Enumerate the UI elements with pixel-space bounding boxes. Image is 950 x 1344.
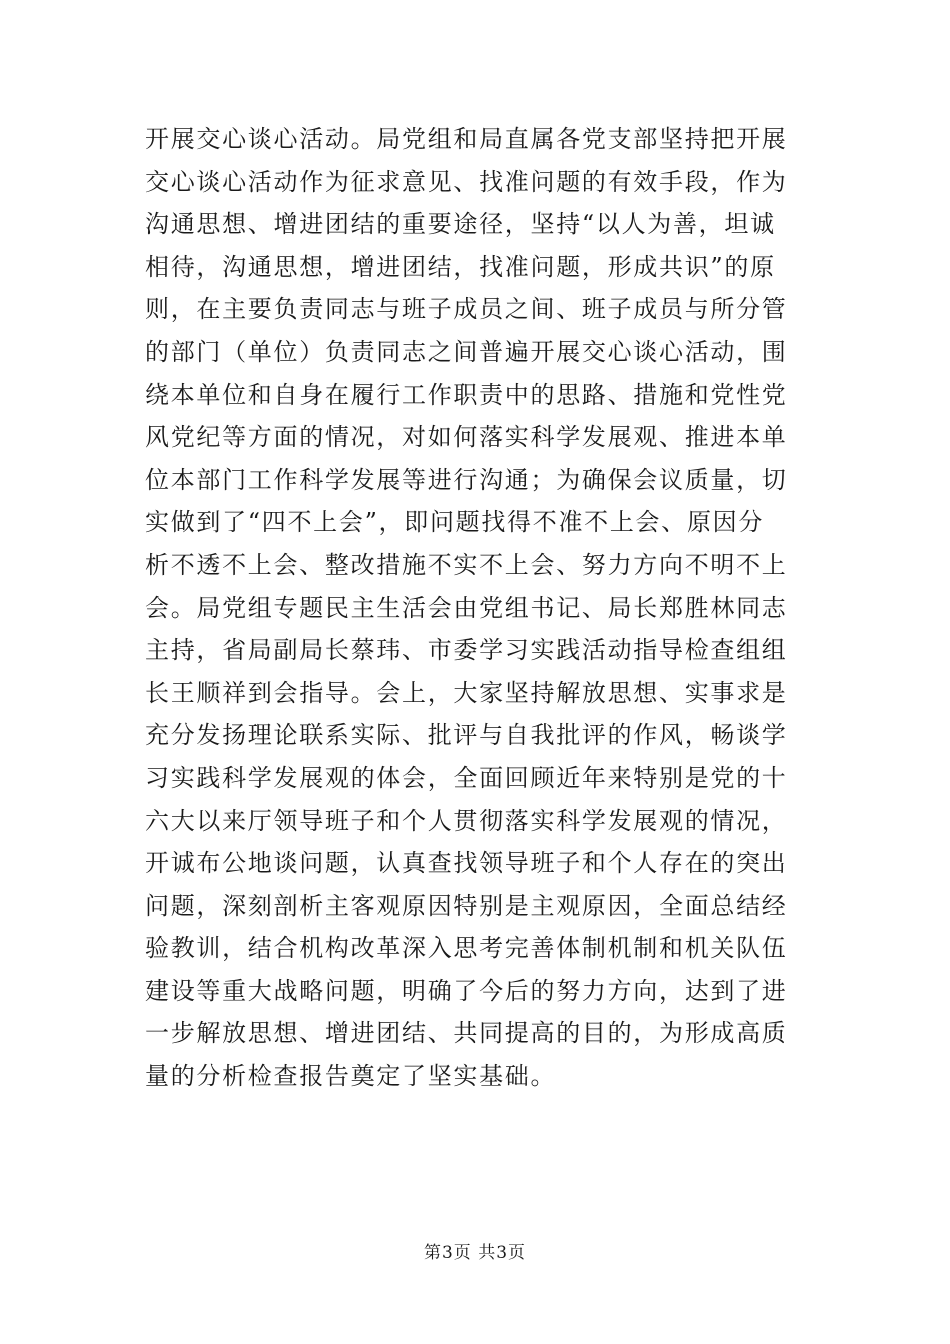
page-number-footer: 第3页 共3页 [423, 1243, 527, 1263]
text-line: 六大以来厅领导班子和个人贯彻落实科学发展观的情况， [145, 806, 788, 835]
text-line: 习实践科学发展观的体会，全面回顾近年来特别是党的十 [145, 763, 788, 792]
text-line: 则，在主要负责同志与班子成员之间、班子成员与所分管 [145, 295, 788, 324]
text-line: 析不透不上会、整改措施不实不上会、努力方向不明不上 [145, 550, 788, 579]
text-line: 风党纪等方面的情况，对如何落实科学发展观、推进本单 [145, 423, 788, 452]
text-line: 相待，沟通思想，增进团结，找准问题，形成共识”的原 [145, 252, 776, 281]
text-line: 沟通思想、增进团结的重要途径，坚持“以人为善，坦诚 [145, 210, 776, 239]
text-line: 开诚布公地谈问题，认真查找领导班子和个人存在的突出 [145, 849, 788, 878]
text-line: 建设等重大战略问题，明确了今后的努力方向，达到了进 [145, 976, 788, 1005]
text-line: 开展交心谈心活动。局党组和局直属各党支部坚持把开展 [145, 125, 788, 153]
text-line: 充分发扬理论联系实际、批评与自我批评的作风，畅谈学 [145, 721, 788, 750]
text-line: 一步解放思想、增进团结、共同提高的目的，为形成高质 [145, 1019, 788, 1048]
text-line: 交心谈心活动作为征求意见、找准问题的有效手段，作为 [145, 167, 788, 196]
text-line: 绕本单位和自身在履行工作职责中的思路、措施和党性党 [145, 380, 788, 409]
text-line: 验教训，结合机构改革深入思考完善体制机制和机关队伍 [145, 934, 788, 963]
text-line: 实做到了“四不上会”，即问题找得不准不上会、原因分 [145, 508, 765, 537]
text-line: 的部门（单位）负责同志之间普遍开展交心谈心活动，围 [145, 337, 788, 366]
text-line: 主持，省局副局长蔡玮、市委学习实践活动指导检查组组 [145, 636, 788, 665]
text-line: 位本部门工作科学发展等进行沟通；为确保会议质量，切 [145, 465, 788, 494]
text-line: 量的分析检查报告奠定了坚实基础。 [145, 1062, 557, 1091]
text-line: 问题，深刻剖析主客观原因特别是主观原因，全面总结经 [145, 891, 788, 920]
text-line: 会。局党组专题民主生活会由党组书记、局长郑胜林同志 [145, 593, 788, 622]
body-paragraph [145, 118, 815, 1098]
text-line: 长王顺祥到会指导。会上，大家坚持解放思想、实事求是 [145, 678, 788, 707]
